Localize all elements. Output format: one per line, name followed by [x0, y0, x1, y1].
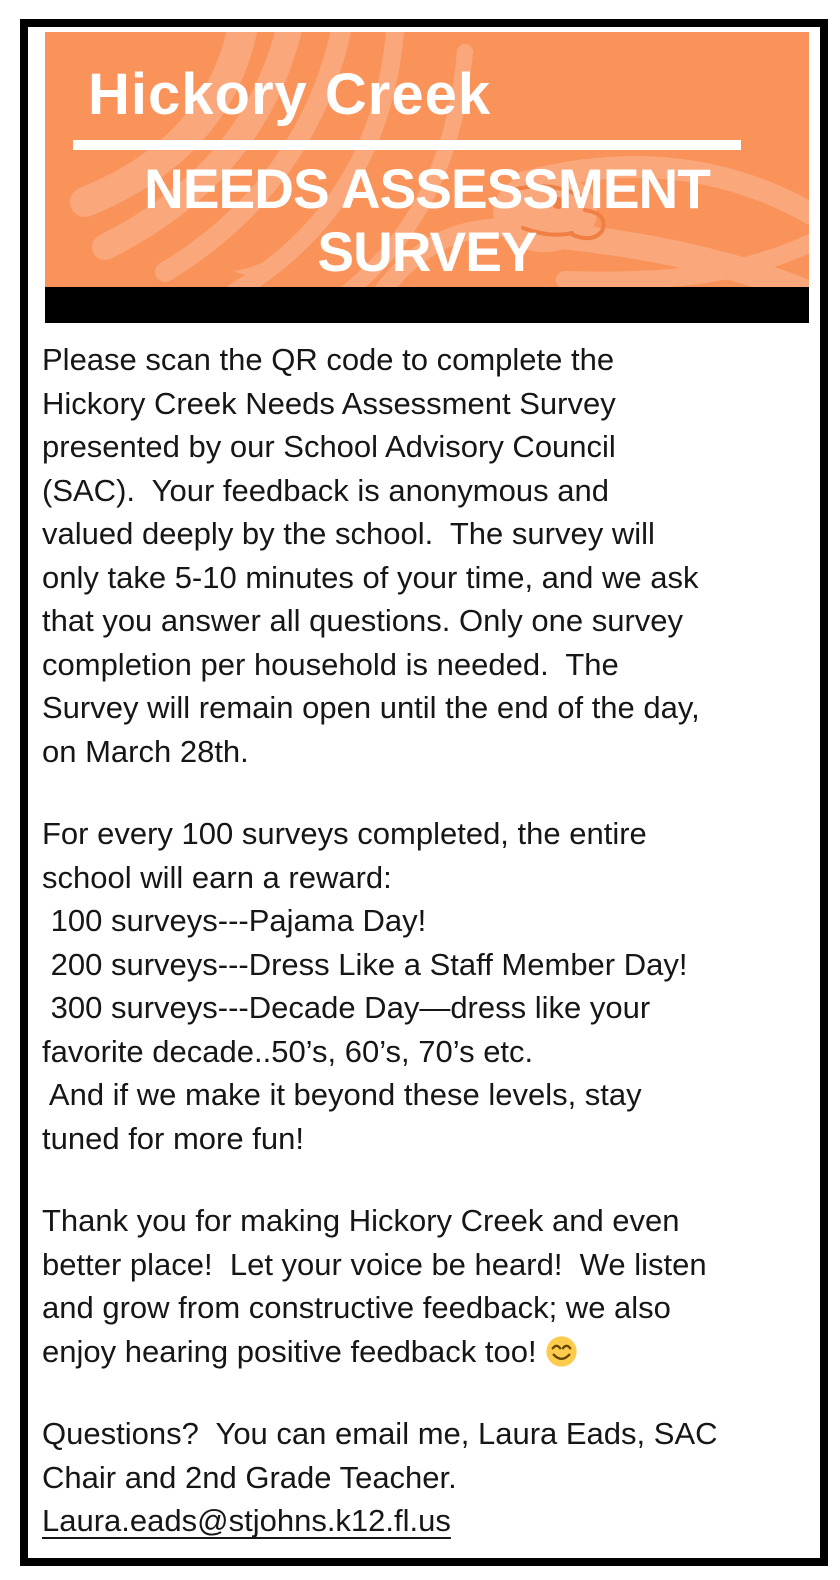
reward-tier-100: 100 surveys---Pajama Day! [42, 903, 427, 938]
body-line: Chair and 2nd Grade Teacher. [42, 1459, 457, 1495]
header-divider-line [73, 140, 741, 150]
thank-you-paragraph [42, 1199, 820, 1373]
body-line: valued deeply by the school. The survey will [42, 516, 655, 551]
survey-title-line1: NEEDS ASSESSMENT [144, 156, 710, 220]
body-line: And if we make it beyond these levels, stay [42, 1077, 642, 1112]
rewards-paragraph [42, 812, 820, 1160]
body-line: For every 100 surveys completed, the entire [42, 816, 647, 851]
intro-paragraph [42, 338, 820, 773]
contact-paragraph [42, 1412, 820, 1543]
body-line: better place! Let your voice be heard! We listen [42, 1246, 707, 1282]
flyer-body [42, 338, 820, 1543]
body-line: (SAC). Your feedback is anonymous and [42, 472, 609, 508]
survey-title-line2: SURVEY [317, 220, 537, 284]
email-link[interactable]: Laura.eads@stjohns.k12.fl.us [42, 1503, 451, 1538]
body-line: Hickory Creek Needs Assessment Survey [42, 385, 616, 421]
body-line [42, 1330, 820, 1374]
body-line: that you answer all questions. Only one survey [42, 603, 684, 638]
page-border-frame [20, 19, 828, 1566]
body-line: presented by our School Advisory Council [42, 429, 616, 464]
black-divider-bar [45, 287, 809, 323]
body-line: Survey will remain open until the end of the day, [42, 690, 700, 725]
body-line: completion per household is needed. The [42, 646, 619, 682]
body-line: Please scan the QR code to complete the [42, 342, 615, 377]
survey-title [45, 157, 809, 283]
body-line: and grow from constructive feedback; we also [42, 1290, 671, 1325]
body-line: only take 5-10 minutes of your time, and we ask [42, 559, 699, 595]
body-line: school will earn a reward: [42, 859, 392, 895]
reward-tier-200: 200 surveys---Dress Like a Staff Member Day! [42, 946, 688, 982]
body-line: favorite decade..50’s, 60’s, 70’s etc. [42, 1033, 534, 1069]
header-banner [45, 32, 809, 287]
body-line: on March 28th. [42, 733, 249, 769]
reward-tier-300: 300 surveys---Decade Day—dress like your [42, 990, 651, 1025]
email-line-wrap [42, 1499, 820, 1543]
body-line: Thank you for making Hickory Creek and even [42, 1203, 680, 1238]
school-name: Hickory Creek [88, 62, 492, 127]
body-line: tuned for more fun! [42, 1120, 304, 1156]
body-line-text: enjoy hearing positive feedback too! [42, 1333, 537, 1369]
smiling-face-emoji-icon [545, 1335, 578, 1368]
body-line: Questions? You can email me, Laura Eads, SAC [42, 1416, 718, 1451]
